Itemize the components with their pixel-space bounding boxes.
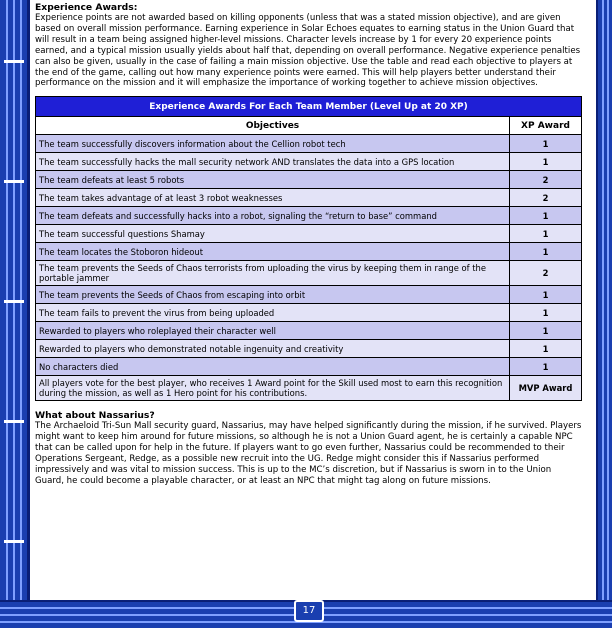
table-row (36, 225, 582, 243)
award-cell: 2 (510, 171, 582, 189)
table-row (36, 322, 582, 340)
award-cell: 1 (510, 153, 582, 171)
objective-cell: The team successful questions Shamay (36, 225, 510, 243)
objective-cell: The team prevents the Seeds of Chaos terrorists from uploading the virus by keeping them in range of the portable jammer (36, 261, 510, 286)
table-row (36, 340, 582, 358)
table-row (36, 376, 582, 401)
table-row (36, 189, 582, 207)
objective-cell: The team defeats at least 5 robots (36, 171, 510, 189)
objective-cell: No characters died (36, 358, 510, 376)
award-cell: 1 (510, 358, 582, 376)
nassarius-body: The Archaeloid Tri-Sun Mall security guard, Nassarius, may have helped significantly during the mission, if he survived. Players might want to keep him around for future missions, so although he is not a Union Guard agent, he is certainly a capable NPC that can be called upon for help in the future. If players want to go even further, Nassarius could be recommended to their Operations Sergeant, Redge, as a possible new recruit into the UG. Redge might consider this if Nassarius performed impressively and was vital to mission success. This is up to the MC’s discretion, but if Nassarius is sworn in to the Union Guard, he could become a playable character, or at least an NPC that might tag along on future missions. (35, 421, 582, 486)
award-cell: 1 (510, 322, 582, 340)
objective-cell: The team takes advantage of at least 3 robot weaknesses (36, 189, 510, 207)
page-number: 17 (294, 600, 324, 622)
nassarius-heading: What about Nassarius? (35, 410, 155, 422)
objective-cell: The team prevents the Seeds of Chaos from escaping into orbit (36, 286, 510, 304)
table-caption: Experience Awards For Each Team Member (Level Up at 20 XP) (36, 97, 582, 117)
award-cell: 1 (510, 207, 582, 225)
table-row (36, 243, 582, 261)
award-cell: 1 (510, 225, 582, 243)
award-cell: MVP Award (510, 376, 582, 401)
table-row (36, 358, 582, 376)
column-header-objectives: Objectives (36, 117, 510, 135)
objective-cell: The team defeats and successfully hacks into a robot, signaling the “return to base” command (36, 207, 510, 225)
table-row (36, 171, 582, 189)
table-row (36, 304, 582, 322)
table-row (36, 286, 582, 304)
experience-awards-body: Experience points are not awarded based on killing opponents (unless that was a stated mission objective), and are given based on overall mission performance. Earning experience in Solar Echoes equates to earning status in the Union Guard that will result in a team being assigned higher-level missions. Character levels increase by 1 for every 20 experience points earned, and a typical mission usually yields about half that, depending on overall performance. Negative experience penalties can also be given, usually in the case of failing a main mission objective. Use the table and read each objective to players at the end of the game, calling out how many experience points were earned. This will help players better understand their performance on the mission and it will emphasize the importance of working together to achieve mission objectives. (35, 13, 581, 89)
award-cell: 1 (510, 340, 582, 358)
page-frame-left (0, 0, 30, 628)
objective-cell: All players vote for the best player, who receives 1 Award point for the Skill used most to earn this recognition during the mission, as well as 1 Hero point for his contributions. (36, 376, 510, 401)
award-cell: 1 (510, 304, 582, 322)
objective-cell: The team locates the Stoboron hideout (36, 243, 510, 261)
table-row (36, 207, 582, 225)
table-row (36, 153, 582, 171)
objective-cell: The team successfully hacks the mall security network AND translates the data into a GPS location (36, 153, 510, 171)
page-content (35, 2, 582, 487)
objective-cell: The team fails to prevent the virus from being uploaded (36, 304, 510, 322)
table-row (36, 261, 582, 286)
award-cell: 1 (510, 243, 582, 261)
xp-awards-table (35, 96, 582, 401)
award-cell: 2 (510, 261, 582, 286)
award-cell: 1 (510, 135, 582, 153)
page-frame-right (596, 0, 612, 628)
award-cell: 2 (510, 189, 582, 207)
objective-cell: Rewarded to players who demonstrated notable ingenuity and creativity (36, 340, 510, 358)
table-row (36, 135, 582, 153)
award-cell: 1 (510, 286, 582, 304)
objective-cell: Rewarded to players who roleplayed their character well (36, 322, 510, 340)
column-header-xp-award: XP Award (510, 117, 582, 135)
experience-awards-heading: Experience Awards: (35, 2, 138, 13)
objective-cell: The team successfully discovers information about the Cellion robot tech (36, 135, 510, 153)
